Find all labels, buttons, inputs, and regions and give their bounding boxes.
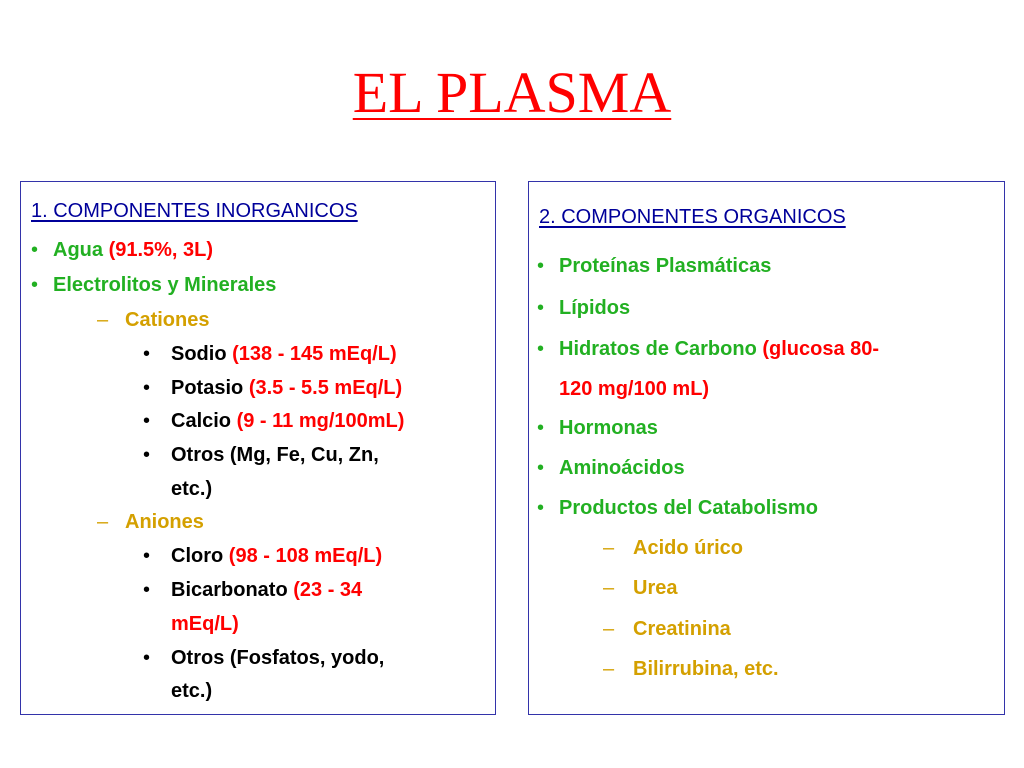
calcio-label: Calcio: [171, 410, 232, 432]
hidratos-value-line1: (glucosa 80-: [762, 338, 880, 360]
list-item-urea: [605, 576, 677, 600]
acido-urico-label: Acido úrico: [633, 537, 744, 559]
bullet-icon: •: [537, 255, 545, 277]
bullet-icon: •: [143, 647, 151, 669]
cationes-label: Cationes: [125, 309, 210, 331]
agua-value: (91.5%, 3L): [108, 239, 214, 261]
list-item-agua: [33, 238, 213, 262]
bullet-icon: •: [537, 338, 545, 360]
dash-icon: –: [97, 309, 109, 331]
bullet-icon: •: [143, 444, 151, 466]
bullet-icon: •: [143, 410, 151, 432]
list-item-bilirrubina: [605, 657, 779, 681]
list-item-aminoacidos: [539, 456, 685, 480]
aniones-label: Aniones: [125, 511, 204, 533]
hidratos-value-line2: 120 mg/100 mL): [559, 378, 710, 400]
list-item-otros-cationes: [145, 443, 379, 467]
list-item-acido-urico: [605, 536, 743, 560]
bullet-icon: •: [537, 297, 545, 319]
list-item-creatinina: [605, 617, 731, 641]
aminoacidos-label: Aminoácidos: [559, 457, 685, 479]
list-item-sodio: [145, 342, 397, 366]
hormonas-label: Hormonas: [559, 417, 658, 439]
proteinas-label: Proteínas Plasmáticas: [559, 255, 772, 277]
otros-cationes-line1: Otros (Mg, Fe, Cu, Zn,: [171, 444, 379, 466]
bullet-icon: •: [143, 579, 151, 601]
bilirrubina-label: Bilirrubina, etc.: [633, 658, 779, 680]
urea-label: Urea: [633, 577, 678, 599]
bullet-icon: •: [537, 457, 545, 479]
bullet-icon: •: [537, 417, 545, 439]
dash-icon: –: [603, 658, 615, 680]
slide-title: EL PLASMA: [352, 60, 672, 125]
list-item-cationes: [99, 308, 209, 332]
bullet-icon: •: [537, 497, 545, 519]
bicarbonato-value-line1: (23 - 34: [293, 579, 363, 601]
potasio-value: (3.5 - 5.5 mEq/L): [248, 377, 403, 399]
inorganic-heading: 1. COMPONENTES INORGANICOS: [31, 200, 358, 222]
dash-icon: –: [603, 537, 615, 559]
list-item-calcio: [145, 409, 404, 433]
list-item-hormonas: [539, 416, 658, 440]
sodio-label: Sodio: [171, 343, 227, 365]
hidratos-label: Hidratos de Carbono: [559, 338, 757, 360]
list-item-lipidos: [539, 296, 630, 320]
list-item-potasio: [145, 376, 402, 400]
list-item-otros-aniones: [145, 646, 384, 670]
otros-aniones-line2: etc.): [171, 680, 213, 702]
productos-label: Productos del Catabolismo: [559, 497, 818, 519]
inorganic-components-box: [20, 181, 496, 715]
calcio-value: (9 - 11 mg/100mL): [236, 410, 405, 432]
list-item-bicarbonato: [145, 578, 362, 602]
bullet-icon: •: [143, 545, 151, 567]
bullet-icon: •: [143, 377, 151, 399]
electrolitos-label: Electrolitos y Minerales: [53, 274, 277, 296]
list-item-hidratos: [539, 337, 879, 361]
otros-cationes-line2: etc.): [171, 478, 213, 500]
dash-icon: –: [97, 511, 109, 533]
organic-components-box: [528, 181, 1005, 715]
bullet-icon: •: [143, 343, 151, 365]
bullet-icon: •: [31, 274, 39, 296]
list-item-proteinas: [539, 254, 771, 278]
list-item-electrolitos: [33, 273, 276, 297]
agua-label: Agua: [53, 239, 103, 261]
bullet-icon: •: [31, 239, 39, 261]
creatinina-label: Creatinina: [633, 618, 731, 640]
otros-aniones-line1: Otros (Fosfatos, yodo,: [171, 647, 385, 669]
cloro-label: Cloro: [171, 545, 224, 567]
lipidos-label: Lípidos: [559, 297, 631, 319]
dash-icon: –: [603, 577, 615, 599]
organic-heading: 2. COMPONENTES ORGANICOS: [539, 206, 846, 228]
bicarbonato-label: Bicarbonato: [171, 579, 288, 601]
potasio-label: Potasio: [171, 377, 244, 399]
list-item-aniones: [99, 510, 204, 534]
list-item-productos: [539, 496, 818, 520]
cloro-value: (98 - 108 mEq/L): [228, 545, 383, 567]
bicarbonato-value-line2: mEq/L): [171, 613, 239, 635]
list-item-cloro: [145, 544, 382, 568]
sodio-value: (138 - 145 mEq/L): [232, 343, 397, 365]
dash-icon: –: [603, 618, 615, 640]
